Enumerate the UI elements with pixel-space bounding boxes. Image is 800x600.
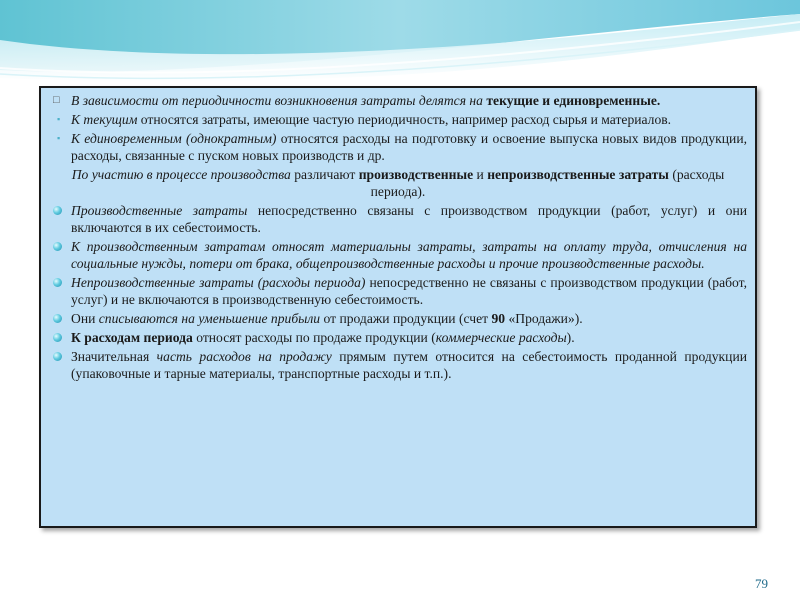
text-segment: Они [71,311,99,326]
text-segment: списываются на уменьшение прибыли [98,311,321,326]
text-segment: К производственным затратам относят материальны затраты, затраты на оплату труда, отчисления на социальные нужды, потери от брака, общепроизводственные расходы и прочие производственные расходы. [71,239,747,271]
text-segment: коммерческие расходы [435,330,567,345]
paragraph-6 [49,238,747,272]
text-segment: и [473,167,488,182]
text-segment: Производственные затраты [71,203,248,218]
text-segment: К текущим [71,112,138,127]
text-segment: Значительная [71,349,157,364]
bullet-icon: □ [53,94,60,106]
text-segment: прямым путем относится на себестоимость проданной продукции (упаковочные и тарные материалы, транспортные расходы и т.п.). [71,349,747,381]
bullet-icon: ▪ [57,114,61,124]
bullet-icon: ▪ [57,133,61,143]
text-segment: В зависимости от периодичности возникновения затраты делятся на [71,93,487,108]
text-segment: различают [290,167,359,182]
paragraph-9 [49,329,747,346]
text-segment: непосредственно связаны с производством продукции (работ, услуг) и они включаются в их себестоимость. [71,203,748,235]
paragraph-8 [49,310,747,327]
text-segment: ). [566,330,575,345]
text-segment: непроизводственные затраты [487,167,669,182]
text-segment: 90 [491,311,506,326]
paragraph-2 [49,111,747,128]
text-segment: производственные [358,167,474,182]
page-number: 79 [755,576,768,591]
header-wave-decoration [0,0,800,90]
text-segment: «Продажи»). [505,311,583,326]
text-segment: Непроизводственные затраты (расходы периода) [71,275,366,290]
text-segment: часть расходов на продажу [156,349,332,364]
text-segment: относятся затраты, имеющие частую периодичность, например расход сырья и материалов. [137,112,672,127]
text-segment: текущие и единовременные. [486,93,661,108]
paragraph-4 [49,166,747,200]
paragraph-7 [49,274,747,308]
text-segment: К расходам периода [71,330,193,345]
text-segment: (расходы периода). [370,167,725,199]
content-box [39,86,757,528]
paragraph-3 [49,130,747,164]
text-segment: относят расходы по продаже продукции ( [192,330,436,345]
paragraph-1 [49,92,747,109]
text-segment: К единовременным (однократным) [71,131,277,146]
text-segment: относятся расходы на подготовку и освоение выпуска новых видов продукции, расходы, связанные с пуском новых производств и др. [71,131,748,163]
text-segment: По участию в процессе производства [71,167,291,182]
paragraph-10 [49,348,747,382]
text-segment: от продажи продукции (счет [320,311,492,326]
paragraph-5 [49,202,747,236]
text-segment: непосредственно не связаны с производством продукции (работ, услуг) и не включаются в производственную себестоимость. [71,275,747,307]
